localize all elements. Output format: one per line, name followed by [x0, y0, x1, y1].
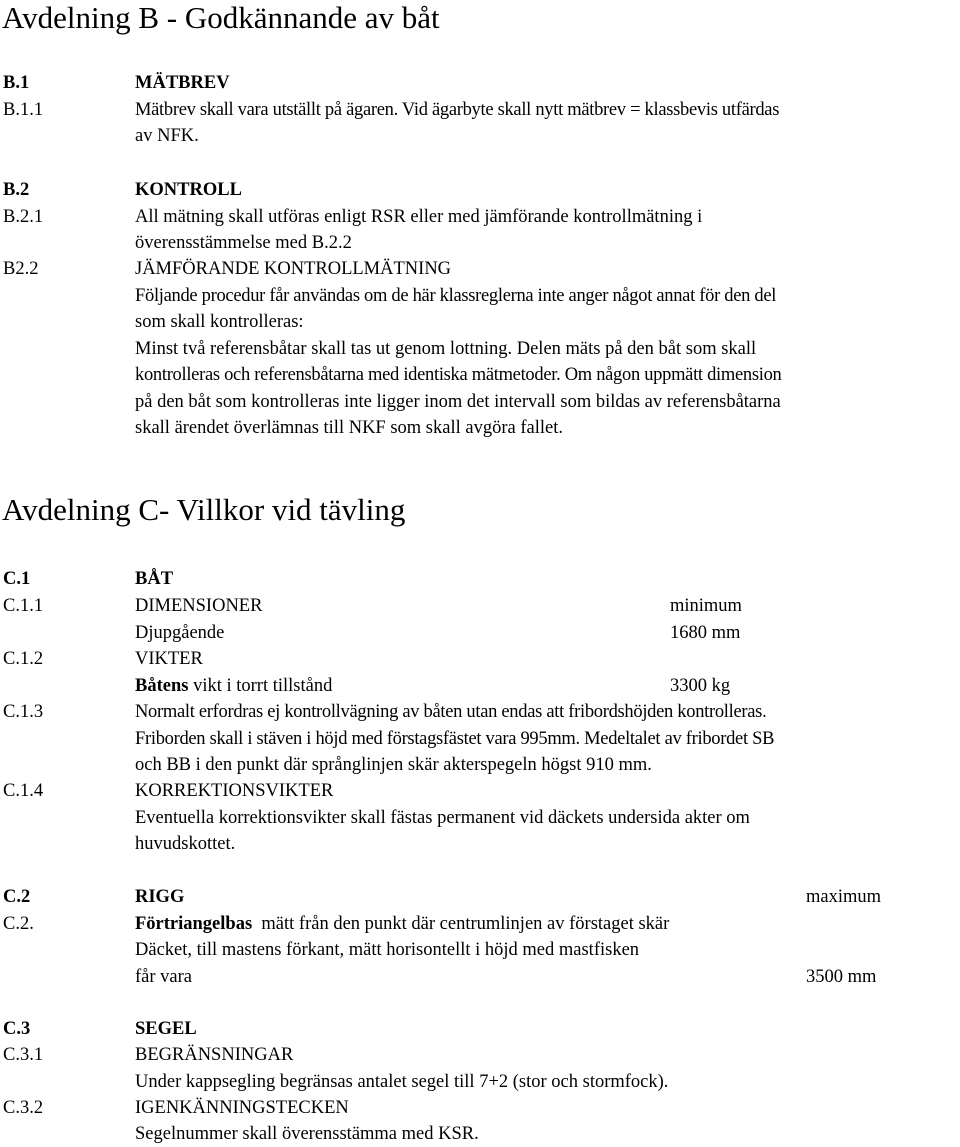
column-label: minimum: [670, 596, 742, 616]
measurement-item: Djupgående: [135, 623, 225, 643]
rule-text: Eventuella korrektionsvikter skall fästas permanent vid däckets undersida akter om: [135, 808, 750, 828]
rule-text: Mätbrev skall vara utställt på ägaren. Vid ägarbyte skall nytt mätbrev = klassbevis utfärdas: [135, 100, 780, 120]
rule-heading: SEGEL: [135, 1019, 197, 1039]
rule-text: [135, 915, 669, 934]
rule-heading: BÅT: [135, 569, 174, 589]
measurement-value: 1680 mm: [670, 623, 741, 643]
column-label: maximum: [806, 887, 882, 907]
rule-text: på den båt som kontrolleras inte ligger inom det intervall som bildas av referensbåtarna: [135, 392, 781, 412]
rule-text: skall ärendet överlämnas till NKF som skall avgöra fallet.: [135, 418, 563, 438]
measurement-value: 3300 kg: [670, 676, 731, 696]
rule-number: C.3.1: [3, 1045, 44, 1065]
measurement-item-bold: Förtriangelbas: [135, 914, 253, 934]
rule-heading: KONTROLL: [135, 180, 242, 200]
rule-number: B.2: [3, 180, 30, 200]
rule-number: B2.2: [3, 259, 39, 279]
rule-number: C.1: [3, 569, 31, 589]
rule-text: Minst två referensbåtar skall tas ut genom lottning. Delen mäts på den båt som skall: [135, 339, 757, 359]
rule-text: av NFK.: [135, 126, 199, 146]
section-c-title: Avdelning C- Villkor vid tävling: [2, 492, 406, 527]
rule-text: Följande procedur får användas om de här klassreglerna inte anger något annat för den del: [135, 286, 777, 306]
rule-text: Däcket, till mastens förkant, mätt horisontellt i höjd med mastfisken: [135, 940, 640, 960]
rule-heading: MÄTBREV: [135, 73, 230, 93]
rule-heading: DIMENSIONER: [135, 596, 263, 616]
rule-number: C.2: [3, 887, 31, 907]
rule-heading: VIKTER: [135, 649, 203, 669]
measurement-value: 3500 mm: [806, 967, 877, 987]
rule-heading: KORREKTIONSVIKTER: [135, 781, 334, 801]
rule-number: B.1.1: [3, 100, 44, 120]
rule-text: Under kappsegling begränsas antalet segel till 7+2 (stor och stormfock).: [135, 1072, 669, 1092]
rule-text: All mätning skall utföras enligt RSR eller med jämförande kontrollmätning i: [135, 207, 703, 227]
rule-text: får vara: [135, 967, 192, 987]
rule-heading: BEGRÄNSNINGAR: [135, 1045, 294, 1065]
measurement-item-rest: mätt från den punkt där centrumlinjen av förstaget skär: [252, 914, 670, 934]
rule-number: C.2.: [3, 914, 34, 934]
rule-text: kontrolleras och referensbåtarna med identiska mätmetoder. Om någon uppmätt dimension: [135, 365, 782, 385]
rule-text: som skall kontrolleras:: [135, 312, 304, 332]
rule-number: C.3: [3, 1019, 31, 1039]
rule-number: B.1: [3, 73, 30, 93]
rule-text: Segelnummer skall överensstämma med KSR.: [135, 1124, 479, 1144]
rule-text: överensstämmelse med B.2.2: [135, 233, 352, 253]
measurement-item-bold: Båtens: [135, 676, 189, 696]
rule-number: C.1.2: [3, 649, 44, 669]
rule-number: B.2.1: [3, 207, 44, 227]
rule-number: C.1.3: [3, 702, 44, 722]
rule-heading: RIGG: [135, 887, 185, 907]
rule-text: Friborden skall i stäven i höjd med förstagsfästet vara 995mm. Medeltalet av fribordet SB: [135, 729, 775, 749]
section-b-title: Avdelning B - Godkännande av båt: [2, 0, 440, 35]
rule-text: och BB i den punkt där språnglinjen skär akterspegeln högst 910 mm.: [135, 755, 652, 775]
rule-heading: IGENKÄNNINGSTECKEN: [135, 1098, 349, 1118]
rule-text: huvudskottet.: [135, 834, 236, 854]
rule-number: C.1.1: [3, 596, 44, 616]
rule-number: C.3.2: [3, 1098, 44, 1118]
rule-number: C.1.4: [3, 781, 44, 801]
rule-heading: JÄMFÖRANDE KONTROLLMÄTNING: [135, 259, 452, 279]
rule-text: Normalt erfordras ej kontrollvägning av båten utan endas att fribordshöjden kontrolleras.: [135, 702, 767, 722]
measurement-item-rest: vikt i torrt tillstånd: [188, 676, 333, 696]
measurement-item: [135, 677, 332, 696]
